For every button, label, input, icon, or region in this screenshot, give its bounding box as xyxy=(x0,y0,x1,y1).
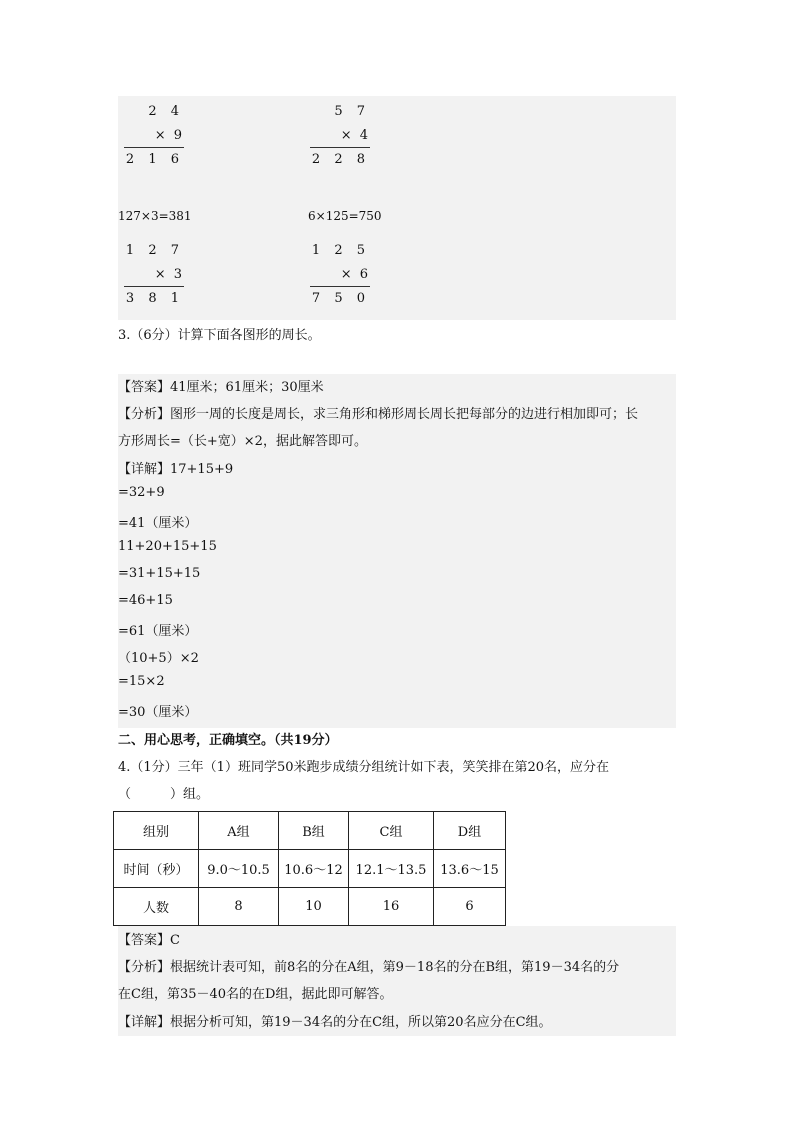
q3-analysis-line-1: 【分析】图形一周的长度是周长，求三角形和梯形周长周长把每部分的边进行相加即可；长 xyxy=(118,407,639,422)
mult-left-rule xyxy=(124,147,184,148)
q3-question: 3.（6分）计算下面各图形的周长。 xyxy=(118,328,321,343)
table-cell: 8 xyxy=(199,888,279,926)
table-cell: C组 xyxy=(349,812,434,850)
mult2-right-result: 7 5 0 xyxy=(311,291,370,306)
q3-detail-line: =15×2 xyxy=(118,674,165,689)
q3-detail-line: =61（厘米） xyxy=(118,624,198,639)
q4-detail: 【详解】根据分析可知，第19－34名的分在C组，所以第20名应分在C组。 xyxy=(118,1015,552,1030)
table-cell: D组 xyxy=(434,812,506,850)
mult2-right-multiplier: × 6 xyxy=(340,267,370,282)
q3-detail-line: =46+15 xyxy=(118,593,173,608)
table-cell: 12.1～13.5 xyxy=(349,850,434,888)
table-cell: 13.6～15 xyxy=(434,850,506,888)
equation-right: 6×125=750 xyxy=(308,209,382,223)
q3-answer: 【答案】41厘米；61厘米；30厘米 xyxy=(118,380,324,395)
mult-right-top: 5 7 xyxy=(334,104,370,119)
table-cell: A组 xyxy=(199,812,279,850)
mult2-right-top: 1 2 5 xyxy=(311,243,370,258)
table-cell: 9.0～10.5 xyxy=(199,850,279,888)
q3-detail-line: 【详解】17+15+9 xyxy=(118,462,234,477)
q3-detail-line: =30（厘米） xyxy=(118,705,198,720)
shaded-block-calculations xyxy=(118,96,676,320)
table-header-row xyxy=(114,812,506,850)
mult2-left-rule xyxy=(124,286,184,287)
section-heading: 二、用心思考，正确填空。（共19分） xyxy=(118,733,338,748)
q3-detail-line: =31+15+15 xyxy=(118,566,201,581)
q3-detail-line: 11+20+15+15 xyxy=(118,539,217,554)
q4-analysis-line-1: 【分析】根据统计表可知，前8名的分在A组，第9－18名的分在B组，第19－34名的分 xyxy=(118,960,620,975)
mult-left-result: 2 1 6 xyxy=(125,152,184,167)
q4-question-line-2: （ ）组。 xyxy=(118,787,210,802)
table-row xyxy=(114,850,506,888)
table-cell: B组 xyxy=(279,812,349,850)
mult-left-top: 2 4 xyxy=(148,104,184,119)
q3-detail-line: =41（厘米） xyxy=(118,516,198,531)
table-cell: 16 xyxy=(349,888,434,926)
equation-left: 127×3=381 xyxy=(118,209,192,223)
table-row xyxy=(114,888,506,926)
mult2-left-result: 3 8 1 xyxy=(125,291,184,306)
mult2-left-multiplier: × 3 xyxy=(154,267,184,282)
table-cell: 时间（秒） xyxy=(114,850,199,888)
mult-right-result: 2 2 8 xyxy=(311,152,370,167)
table-cell: 10.6～12 xyxy=(279,850,349,888)
q3-analysis-line-2: 方形周长=（长+宽）×2，据此解答即可。 xyxy=(118,434,367,449)
mult2-left-top: 1 2 7 xyxy=(125,243,184,258)
stats-table xyxy=(113,811,506,926)
q4-answer: 【答案】C xyxy=(118,933,180,948)
q4-analysis-line-2: 在C组，第35－40名的在D组，据此即可解答。 xyxy=(118,987,393,1002)
mult-left-multiplier: × 9 xyxy=(154,128,184,143)
q3-detail-line: （10+5）×2 xyxy=(118,651,199,666)
table-cell: 组别 xyxy=(114,812,199,850)
q4-question-line-1: 4.（1分）三年（1）班同学50米跑步成绩分组统计如下表，笑笑排在第20名，应分在 xyxy=(118,760,610,775)
mult-right-multiplier: × 4 xyxy=(340,128,370,143)
mult-right-rule xyxy=(310,147,370,148)
table-cell: 人数 xyxy=(114,888,199,926)
q3-detail-line: =32+9 xyxy=(118,485,165,500)
mult2-right-rule xyxy=(310,286,370,287)
table-cell: 6 xyxy=(434,888,506,926)
table-cell: 10 xyxy=(279,888,349,926)
